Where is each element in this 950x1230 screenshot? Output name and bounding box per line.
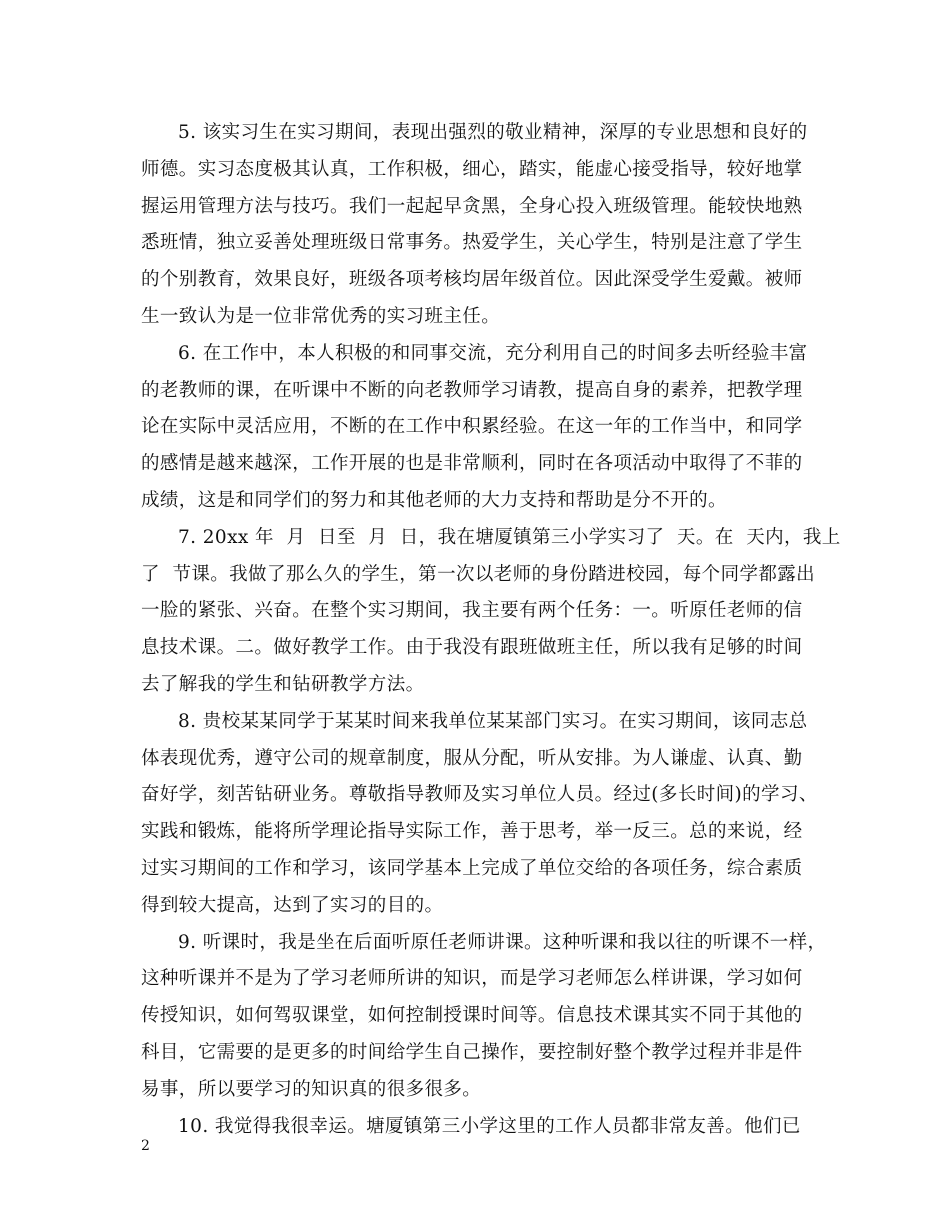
text-line: 一脸的紧张、兴奋。在整个实习期间，我主要有两个任务：一。听原任老师的信 [141,600,803,622]
paragraph-8 [141,704,818,925]
text-line: 10. 我觉得我很幸运。塘厦镇第三小学这里的工作人员都非常友善。他们已 [178,1115,801,1137]
text-line: 7. 20xx 年 月 日至 月 日，我在塘厦镇第三小学实习了 天。在 天内，我上 [178,526,841,548]
text-line: 9. 听课时，我是坐在后面听原任老师讲课。这种听课和我以往的听课不一样， [178,931,827,953]
paragraph-7 [141,520,841,704]
text-line: 5. 该实习生在实习期间，表现出强烈的敬业精神，深厚的专业思想和良好的 [178,122,808,143]
text-line: 科目，它需要的是更多的时间给学生自己操作，要控制好整个教学过程并非是件 [141,1041,803,1063]
text-line: 过实习期间的工作和学习，该同学基本上完成了单位交给的各项任务，综合素质 [141,857,803,879]
text-line: 得到较大提高，达到了实习的目的。 [141,894,444,916]
paragraph-5 [141,115,811,336]
text-line: 息技术课。二。做好教学工作。由于我没有跟班做班主任，所以我有足够的时间 [141,637,803,659]
paragraph-9 [141,925,827,1109]
text-line: 易事，所以要学习的知识真的很多很多。 [141,1078,482,1100]
text-line: 的老教师的课，在听课中不断的向老教师学习请教，提高自身的素养，把教学理 [141,379,803,401]
text-line: 8. 贵校某某同学于某某时间来我单位某某部门实习。在实习期间，该同志总 [178,710,808,732]
text-line: 体表现优秀，遵守公司的规章制度，服从分配，听从安排。为人谦虚、认真、勤 [141,747,803,769]
text-line: 论在实际中灵活应用，不断的在工作中积累经验。在这一年的工作当中，和同学 [141,416,803,438]
paragraph-10 [141,1109,811,1146]
text-line: 了 节课。我做了那么久的学生，第一次以老师的身份踏进校园，每个同学都露出 [141,563,816,585]
text-line: 奋好学，刻苦钻研业务。尊敬指导教师及实习单位人员。经过(多长时间)的学习、 [141,784,818,806]
text-line: 成绩，这是和同学们的努力和其他老师的大力支持和帮助是分不开的。 [141,489,727,511]
text-line: 去了解我的学生和钻研教学方法。 [141,673,425,695]
document-body [141,115,841,1145]
text-line: 6. 在工作中，本人积极的和同事交流，充分利用自己的时间多去听经验丰富 [178,342,808,364]
text-line: 这种听课并不是为了学习老师所讲的知识，而是学习老师怎么样讲课，学习如何 [141,968,803,990]
text-line: 的个别教育，效果良好，班级各项考核均居年级首位。因此深受学生爱戴。被师 [141,269,803,291]
text-line: 实践和锻炼，能将所学理论指导实际工作，善于思考，举一反三。总的来说，经 [141,821,803,843]
text-line: 悉班情，独立妥善处理班级日常事务。热爱学生，关心学生，特别是注意了学生 [141,232,803,254]
paragraph-6 [141,336,811,520]
text-line: 生一致认为是一位非常优秀的实习班主任。 [141,305,501,327]
text-line: 师德。实习态度极其认真，工作积极，细心，踏实，能虚心接受指导，较好地掌 [141,158,803,180]
text-line: 的感情是越来越深，工作开展的也是非常顺利，同时在各项活动中取得了不菲的 [141,453,803,475]
text-line: 传授知识，如何驾驭课堂，如何控制授课时间等。信息技术课其实不同于其他的 [141,1005,803,1027]
text-line: 握运用管理方法与技巧。我们一起起早贪黑，全身心投入班级管理。能较快地熟 [141,195,803,217]
page-number: 2 [141,1138,150,1154]
